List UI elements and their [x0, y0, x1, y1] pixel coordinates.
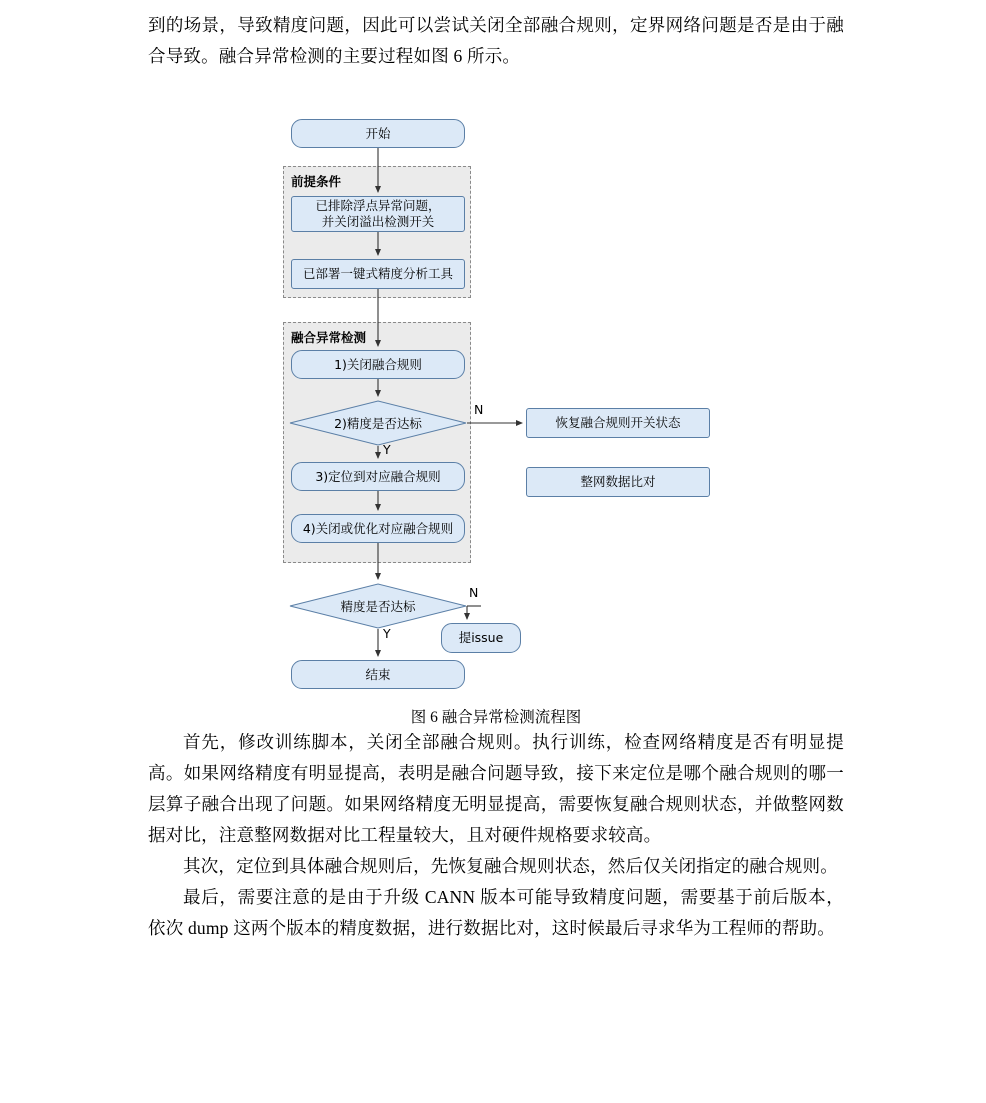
paragraph-3: 最后，需要注意的是由于升级 CANN 版本可能导致精度问题，需要基于前后版本，依次 dump 这两个版本的精度数据，进行数据比对，这时候最后寻求华为工程师的帮助。 — [148, 887, 844, 938]
group-prerequisite-label: 前提条件 — [291, 174, 342, 189]
figure-caption: 图 6 融合异常检测流程图 — [410, 709, 582, 726]
edge-label-n1: N — [474, 402, 484, 417]
node-issue: 提issue — [441, 623, 521, 653]
node-full-network-compare: 整网数据比对 — [526, 467, 710, 497]
edge-label-y2: Y — [383, 626, 391, 641]
node-step-1: 1)关闭融合规则 — [291, 350, 465, 379]
node-decision-1-label: 2)精度是否达标 — [334, 416, 422, 431]
node-start: 开始 — [291, 119, 465, 148]
group-fusion-detection-label: 融合异常检测 — [291, 330, 367, 345]
paragraph-top: 到的场景，导致精度问题，因此可以尝试关闭全部融合规则，定界网络问题是否是由于融合导致。融合异常检测的主要过程如图 6 所示。 — [148, 15, 844, 66]
paragraph-1: 首先，修改训练脚本，关闭全部融合规则。执行训练，检查网络精度是否有明显提高。如果网络精度有明显提高，表明是融合问题导致，接下来定位是哪个融合规则的哪一层算子融合出现了问题。如果网络精度无明显提高，需要恢复融合规则状态，并做整网数据对比，注意整网数据对比工程量较大，且对硬件规格要求较高。 — [148, 732, 844, 845]
node-step-4: 4)关闭或优化对应融合规则 — [291, 514, 465, 543]
node-prerequisite-1 — [291, 196, 465, 232]
node-step-3: 3)定位到对应融合规则 — [291, 462, 465, 491]
edge-label-y1: Y — [383, 442, 391, 457]
flow-arrows — [151, 114, 841, 699]
node-end: 结束 — [291, 660, 465, 689]
node-prerequisite-2: 已部署一键式精度分析工具 — [291, 259, 465, 289]
node-restore-fusion-switch: 恢复融合规则开关状态 — [526, 408, 710, 438]
node-prerequisite-1-line2: 并关闭溢出检测开关 — [321, 214, 435, 229]
node-decision-2-label: 精度是否达标 — [340, 599, 416, 614]
paragraph-2: 其次，定位到具体融合规则后，先恢复融合规则状态，然后仅关闭指定的融合规则。 — [183, 856, 838, 876]
node-decision-2 — [289, 583, 467, 629]
figure-flowchart — [151, 114, 841, 699]
edge-label-n2: N — [469, 585, 479, 600]
node-decision-1 — [289, 400, 467, 446]
node-prerequisite-1-line1: 已排除浮点异常问题， — [315, 198, 441, 214]
